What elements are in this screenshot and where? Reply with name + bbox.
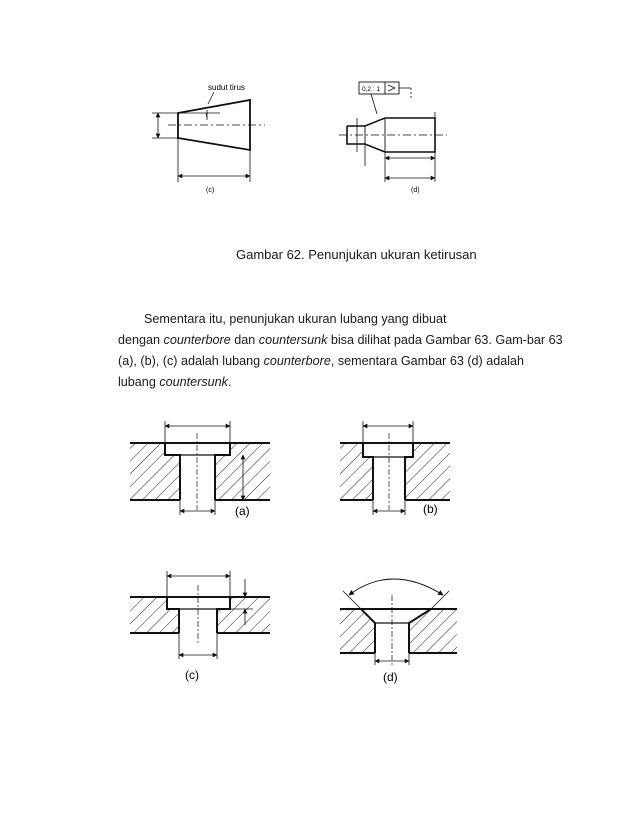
body-paragraph <box>118 309 578 393</box>
figure-63c-label: (c) <box>185 668 199 682</box>
figure-62d-taper <box>335 78 470 200</box>
figure-62c-taper <box>140 70 300 200</box>
figure-62-caption: Gambar 62. Penunjukan ukuran ketirusan <box>236 247 477 262</box>
figure-63c-counterbore <box>125 565 275 690</box>
figure-63b-label: (b) <box>423 502 438 516</box>
taper-ratio-label: 0,2 : 1 <box>362 86 381 93</box>
paragraph-line-4: lubang countersunk. <box>118 375 232 389</box>
figure-62d-label: (d) <box>411 187 420 194</box>
figure-63b-counterbore <box>335 415 460 525</box>
figure-63d-label: (d) <box>383 670 398 684</box>
paragraph-line-1: Sementara itu, penunjukan ukuran lubang yang dibuat <box>144 312 447 326</box>
paragraph-line-3: (a), (b), (c) adalah lubang counterbore, sementara Gambar 63 (d) adalah <box>118 354 525 368</box>
figure-63d-countersink <box>335 565 465 690</box>
figure-63a-counterbore <box>125 415 275 525</box>
figure-63a-label: (a) <box>235 504 250 518</box>
sudut-tirus-label: sudut tirus <box>208 83 245 92</box>
figure-62c-label: (c) <box>206 187 215 194</box>
paragraph-line-2: dengan counterbore dan countersunk bisa dilihat pada Gambar 63. Gam-bar 63 <box>118 333 563 347</box>
